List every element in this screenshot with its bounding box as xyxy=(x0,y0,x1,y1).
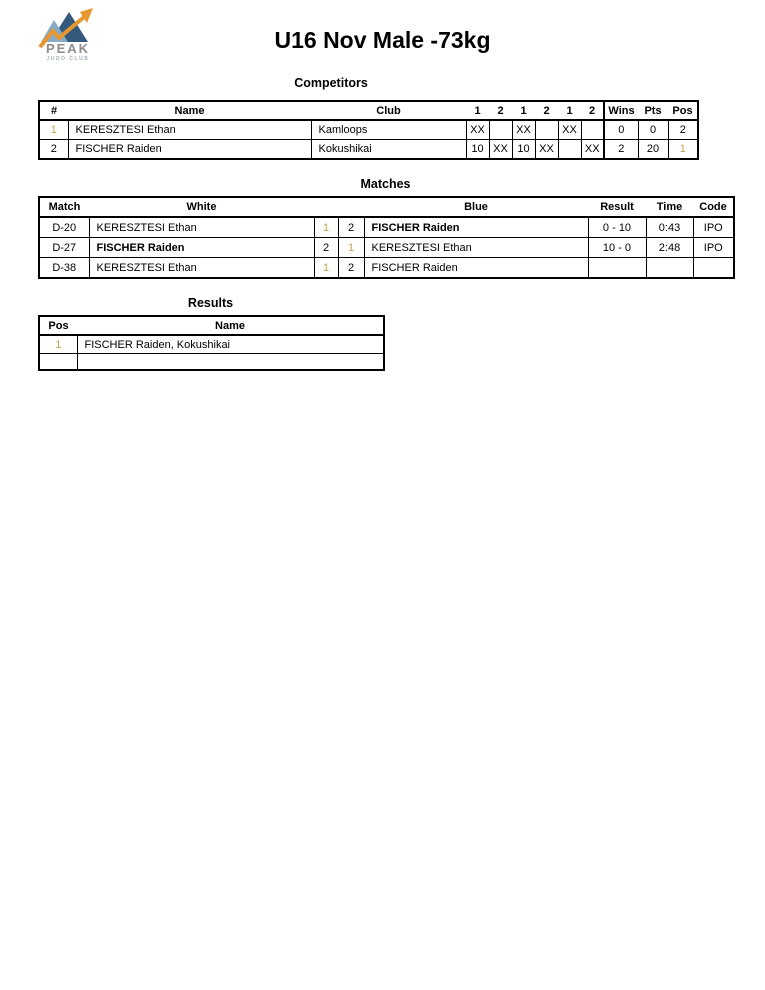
col-header-name: Name xyxy=(77,316,384,335)
matches-row xyxy=(39,258,734,279)
results-row xyxy=(39,354,384,371)
col-header-round: 1 xyxy=(558,101,581,120)
pts-cell: 0 xyxy=(638,120,668,140)
score-cell: XX xyxy=(535,140,558,160)
result-cell: 10 - 0 xyxy=(588,238,646,258)
competitors-row xyxy=(39,120,698,140)
col-header-blue: Blue xyxy=(364,197,588,217)
time-cell: 0:43 xyxy=(646,217,693,238)
col-header-round: 2 xyxy=(489,101,512,120)
col-header-white: White xyxy=(89,197,314,217)
blue-number: 1 xyxy=(338,238,364,258)
competitor-name: FISCHER Raiden xyxy=(68,140,311,160)
logo-subtitle: JUDO CLUB xyxy=(46,56,90,62)
score-cell xyxy=(581,120,604,140)
code-cell: IPO xyxy=(693,238,734,258)
matches-table xyxy=(38,196,735,279)
match-code: D-27 xyxy=(39,238,89,258)
results-row xyxy=(39,335,384,354)
col-header-pos: Pos xyxy=(39,316,77,335)
result-cell xyxy=(588,258,646,279)
white-number: 1 xyxy=(314,258,338,279)
col-header-number: # xyxy=(39,101,68,120)
pos-cell: 1 xyxy=(668,140,698,160)
col-header-white-num xyxy=(314,197,338,217)
col-header-time: Time xyxy=(646,197,693,217)
matches-header-row xyxy=(39,197,734,217)
page-title: U16 Nov Male -73kg xyxy=(274,27,491,53)
col-header-pts: Pts xyxy=(638,101,668,120)
score-cell: 10 xyxy=(512,140,535,160)
competitors-heading: Competitors xyxy=(294,76,368,90)
matches-row xyxy=(39,217,734,238)
score-cell xyxy=(535,120,558,140)
col-header-round: 1 xyxy=(466,101,489,120)
competitor-club: Kokushikai xyxy=(311,140,466,160)
score-cell: XX xyxy=(558,120,581,140)
score-cell: XX xyxy=(466,120,489,140)
blue-number: 2 xyxy=(338,217,364,238)
score-cell xyxy=(558,140,581,160)
result-cell: 0 - 10 xyxy=(588,217,646,238)
white-name: FISCHER Raiden xyxy=(89,238,314,258)
results-header-row xyxy=(39,316,384,335)
result-name xyxy=(77,354,384,371)
col-header-match: Match xyxy=(39,197,89,217)
results-table xyxy=(38,315,385,371)
col-header-round: 1 xyxy=(512,101,535,120)
wins-cell: 2 xyxy=(604,140,638,160)
results-heading: Results xyxy=(187,296,234,310)
match-code: D-20 xyxy=(39,217,89,238)
pts-cell: 20 xyxy=(638,140,668,160)
time-cell: 2:48 xyxy=(646,238,693,258)
col-header-club: Club xyxy=(311,101,466,120)
result-pos: 1 xyxy=(39,335,77,354)
wins-cell: 0 xyxy=(604,120,638,140)
matches-row xyxy=(39,238,734,258)
result-pos xyxy=(39,354,77,371)
competitors-row xyxy=(39,140,698,160)
logo-text: PEAK xyxy=(45,41,91,56)
col-header-wins: Wins xyxy=(604,101,638,120)
score-cell xyxy=(489,120,512,140)
white-number: 2 xyxy=(314,238,338,258)
col-header-name: Name xyxy=(68,101,311,120)
col-header-code: Code xyxy=(693,197,734,217)
col-header-blue-num xyxy=(338,197,364,217)
code-cell: IPO xyxy=(693,217,734,238)
code-cell xyxy=(693,258,734,279)
competitors-header-row xyxy=(39,101,698,120)
competitor-number: 1 xyxy=(39,120,68,140)
blue-name: FISCHER Raiden xyxy=(364,258,588,279)
col-header-pos: Pos xyxy=(668,101,698,120)
col-header-round: 2 xyxy=(581,101,604,120)
competitor-number: 2 xyxy=(39,140,68,160)
white-number: 1 xyxy=(314,217,338,238)
col-header-round: 2 xyxy=(535,101,558,120)
matches-heading: Matches xyxy=(360,177,411,191)
score-cell: XX xyxy=(512,120,535,140)
col-header-result: Result xyxy=(588,197,646,217)
score-cell: XX xyxy=(489,140,512,160)
time-cell xyxy=(646,258,693,279)
blue-number: 2 xyxy=(338,258,364,279)
competitor-name: KERESZTESI Ethan xyxy=(68,120,311,140)
white-name: KERESZTESI Ethan xyxy=(89,217,314,238)
score-cell: 10 xyxy=(466,140,489,160)
result-name: FISCHER Raiden, Kokushikai xyxy=(77,335,384,354)
blue-name: KERESZTESI Ethan xyxy=(364,238,588,258)
blue-name: FISCHER Raiden xyxy=(364,217,588,238)
pos-cell: 2 xyxy=(668,120,698,140)
competitors-table xyxy=(38,100,699,160)
competitor-club: Kamloops xyxy=(311,120,466,140)
match-code: D-38 xyxy=(39,258,89,279)
white-name: KERESZTESI Ethan xyxy=(89,258,314,279)
score-cell: XX xyxy=(581,140,604,160)
